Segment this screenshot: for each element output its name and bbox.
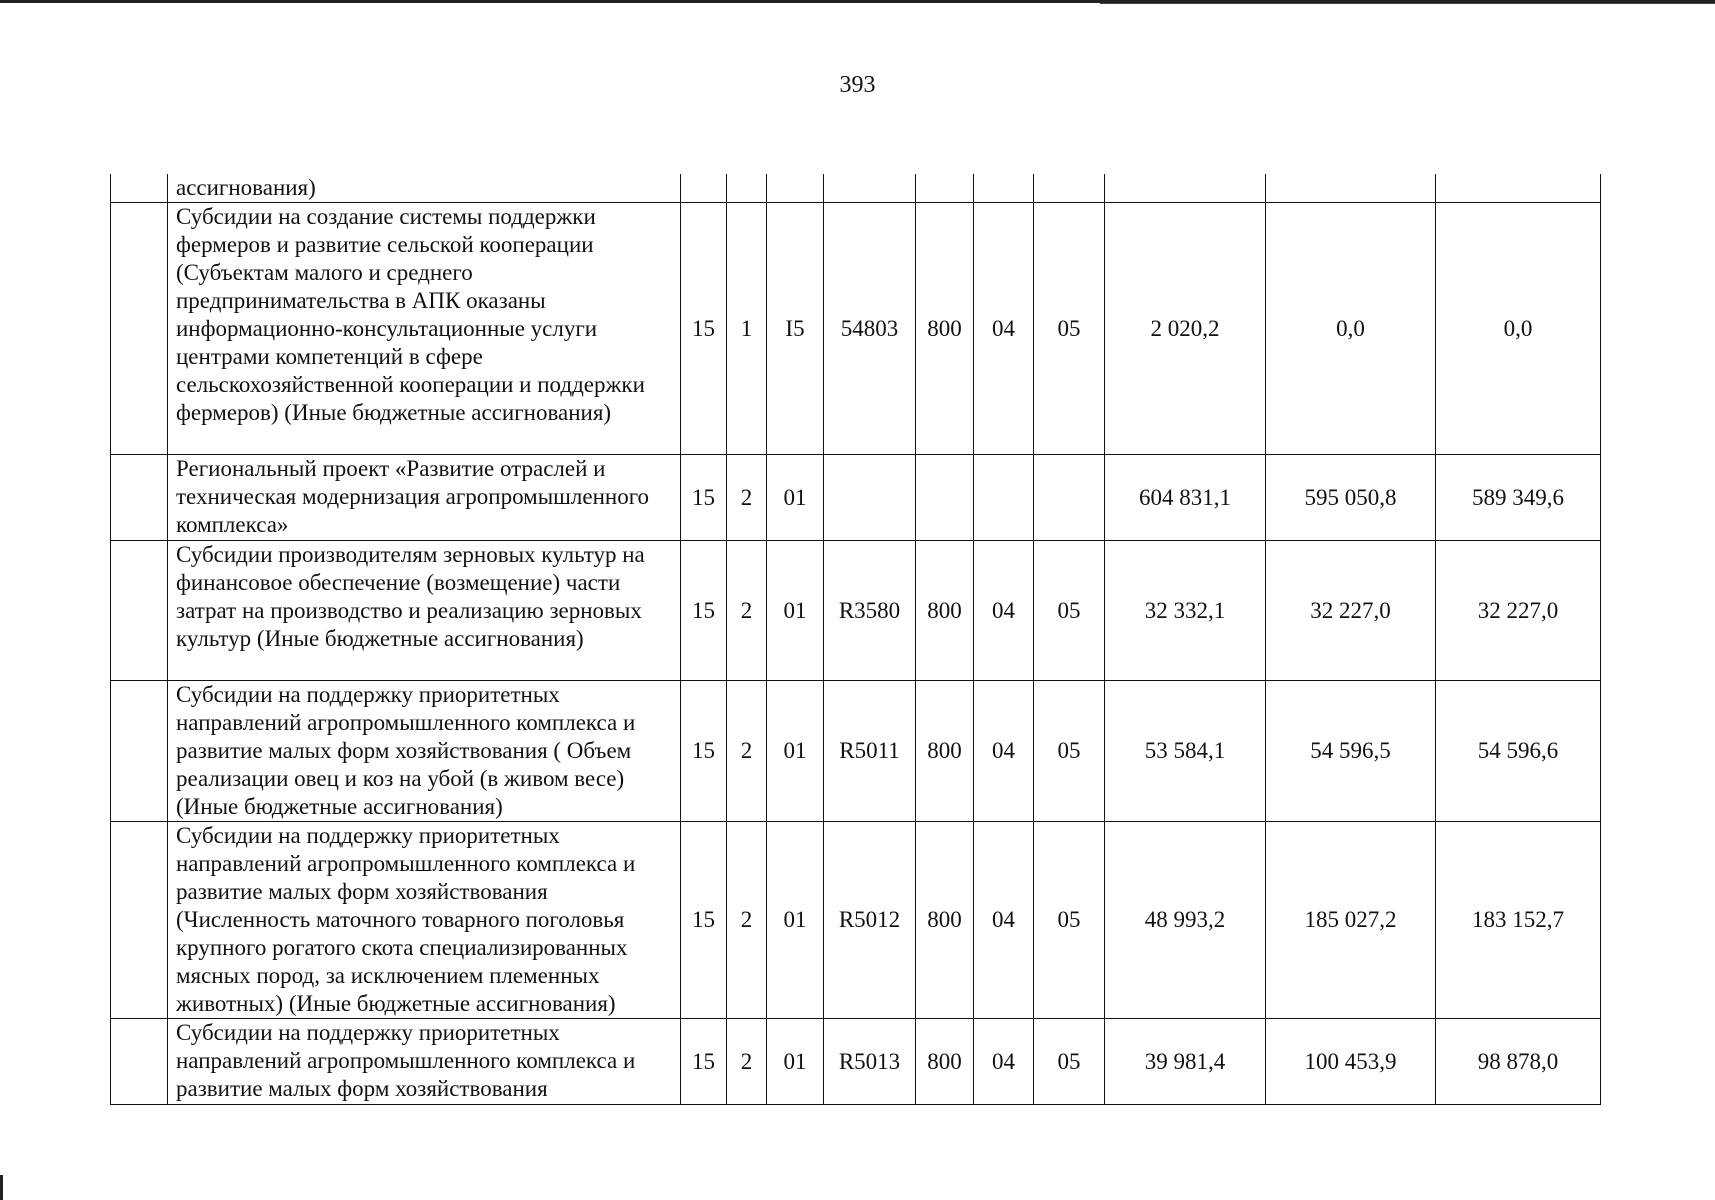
subprogram-code-cell: 2 bbox=[727, 455, 767, 541]
table-row bbox=[111, 541, 1601, 681]
subsection-cell: 05 bbox=[1034, 681, 1105, 822]
project-code-cell bbox=[767, 174, 824, 203]
row-number-cell bbox=[111, 541, 168, 681]
scan-border-top-secondary bbox=[1100, 3, 1715, 4]
description-cell: ассигнования) bbox=[168, 174, 681, 203]
description-cell: Субсидии на поддержку приоритетных направлений агропромышленного комплекса и развитие малых форм хозяйствования ( Объем реализации овец и коз на убой (в живом весе) (Иные бюджетные ассигнования) bbox=[168, 681, 681, 822]
project-code-cell: 01 bbox=[767, 822, 824, 1019]
section-cell: 04 bbox=[974, 822, 1034, 1019]
project-code-cell: 01 bbox=[767, 681, 824, 822]
direction-code-cell: R5012 bbox=[824, 822, 916, 1019]
subprogram-code-cell: 2 bbox=[727, 541, 767, 681]
amount-year-2-cell: 0,0 bbox=[1266, 203, 1436, 455]
subsection-cell: 05 bbox=[1034, 203, 1105, 455]
subprogram-code-cell bbox=[727, 174, 767, 203]
program-code-cell: 15 bbox=[681, 455, 727, 541]
amount-year-3-cell: 0,0 bbox=[1436, 203, 1601, 455]
direction-code-cell: R5011 bbox=[824, 681, 916, 822]
amount-year-2-cell: 595 050,8 bbox=[1266, 455, 1436, 541]
section-cell: 04 bbox=[974, 203, 1034, 455]
budget-table bbox=[110, 174, 1601, 1105]
amount-year-3-cell bbox=[1436, 174, 1601, 203]
program-code-cell: 15 bbox=[681, 541, 727, 681]
amount-year-2-cell: 32 227,0 bbox=[1266, 541, 1436, 681]
expense-type-cell: 800 bbox=[916, 1019, 974, 1105]
section-cell bbox=[974, 455, 1034, 541]
program-code-cell: 15 bbox=[681, 1019, 727, 1105]
amount-year-1-cell: 604 831,1 bbox=[1105, 455, 1266, 541]
subprogram-code-cell: 1 bbox=[727, 203, 767, 455]
subsection-cell: 05 bbox=[1034, 822, 1105, 1019]
program-code-cell: 15 bbox=[681, 203, 727, 455]
subsection-cell: 05 bbox=[1034, 1019, 1105, 1105]
section-cell bbox=[974, 174, 1034, 203]
expense-type-cell: 800 bbox=[916, 822, 974, 1019]
amount-year-2-cell bbox=[1266, 174, 1436, 203]
amount-year-2-cell: 100 453,9 bbox=[1266, 1019, 1436, 1105]
description-cell: Субсидии на поддержку приоритетных направлений агропромышленного комплекса и развитие малых форм хозяйствования bbox=[168, 1019, 681, 1105]
amount-year-1-cell bbox=[1105, 174, 1266, 203]
expense-type-cell: 800 bbox=[916, 681, 974, 822]
amount-year-1-cell: 53 584,1 bbox=[1105, 681, 1266, 822]
expense-type-cell bbox=[916, 455, 974, 541]
direction-code-cell: R5013 bbox=[824, 1019, 916, 1105]
table-row bbox=[111, 203, 1601, 455]
amount-year-3-cell: 54 596,6 bbox=[1436, 681, 1601, 822]
subprogram-code-cell: 2 bbox=[727, 681, 767, 822]
row-number-cell bbox=[111, 203, 168, 455]
program-code-cell: 15 bbox=[681, 822, 727, 1019]
subprogram-code-cell: 2 bbox=[727, 1019, 767, 1105]
expense-type-cell: 800 bbox=[916, 203, 974, 455]
section-cell: 04 bbox=[974, 541, 1034, 681]
description-cell: Субсидии на создание системы поддержки фермеров и развитие сельской кооперации (Субъектам малого и среднего предпринимательства в АПК оказаны информационно-консультационные услуги центрами компетенций в сфере сельскохозяйственной кооперации и поддержки фермеров) (Иные бюджетные ассигнования) bbox=[168, 203, 681, 455]
amount-year-3-cell: 32 227,0 bbox=[1436, 541, 1601, 681]
amount-year-1-cell: 48 993,2 bbox=[1105, 822, 1266, 1019]
row-number-cell bbox=[111, 1019, 168, 1105]
section-cell: 04 bbox=[974, 1019, 1034, 1105]
row-number-cell bbox=[111, 455, 168, 541]
description-cell: Субсидии на поддержку приоритетных направлений агропромышленного комплекса и развитие малых форм хозяйствования (Численность маточного товарного поголовья крупного рогатого скота специализированных мясных пород, за исключением племенных животных) (Иные бюджетные ассигнования) bbox=[168, 822, 681, 1019]
row-number-cell bbox=[111, 174, 168, 203]
amount-year-3-cell: 589 349,6 bbox=[1436, 455, 1601, 541]
project-code-cell: 01 bbox=[767, 541, 824, 681]
direction-code-cell: 54803 bbox=[824, 203, 916, 455]
amount-year-3-cell: 98 878,0 bbox=[1436, 1019, 1601, 1105]
amount-year-1-cell: 2 020,2 bbox=[1105, 203, 1266, 455]
description-cell: Региональный проект «Развитие отраслей и техническая модернизация агропромышленного комплекса» bbox=[168, 455, 681, 541]
subsection-cell bbox=[1034, 455, 1105, 541]
table-row bbox=[111, 174, 1601, 203]
table-row bbox=[111, 455, 1601, 541]
subsection-cell: 05 bbox=[1034, 541, 1105, 681]
direction-code-cell bbox=[824, 455, 916, 541]
table-row bbox=[111, 681, 1601, 822]
subprogram-code-cell: 2 bbox=[727, 822, 767, 1019]
scan-edge-mark bbox=[0, 1175, 3, 1200]
program-code-cell bbox=[681, 174, 727, 203]
project-code-cell: 01 bbox=[767, 455, 824, 541]
program-code-cell: 15 bbox=[681, 681, 727, 822]
row-number-cell bbox=[111, 681, 168, 822]
project-code-cell: 01 bbox=[767, 1019, 824, 1105]
amount-year-1-cell: 39 981,4 bbox=[1105, 1019, 1266, 1105]
expense-type-cell: 800 bbox=[916, 541, 974, 681]
subsection-cell bbox=[1034, 174, 1105, 203]
table-row bbox=[111, 822, 1601, 1019]
section-cell: 04 bbox=[974, 681, 1034, 822]
table-row bbox=[111, 1019, 1601, 1105]
direction-code-cell: R3580 bbox=[824, 541, 916, 681]
expense-type-cell bbox=[916, 174, 974, 203]
amount-year-2-cell: 185 027,2 bbox=[1266, 822, 1436, 1019]
direction-code-cell bbox=[824, 174, 916, 203]
description-cell: Субсидии производителям зерновых культур на финансовое обеспечение (возмещение) части затрат на производство и реализацию зерновых культур (Иные бюджетные ассигнования) bbox=[168, 541, 681, 681]
page-number: 393 bbox=[839, 72, 876, 98]
amount-year-1-cell: 32 332,1 bbox=[1105, 541, 1266, 681]
amount-year-2-cell: 54 596,5 bbox=[1266, 681, 1436, 822]
row-number-cell bbox=[111, 822, 168, 1019]
amount-year-3-cell: 183 152,7 bbox=[1436, 822, 1601, 1019]
project-code-cell: I5 bbox=[767, 203, 824, 455]
